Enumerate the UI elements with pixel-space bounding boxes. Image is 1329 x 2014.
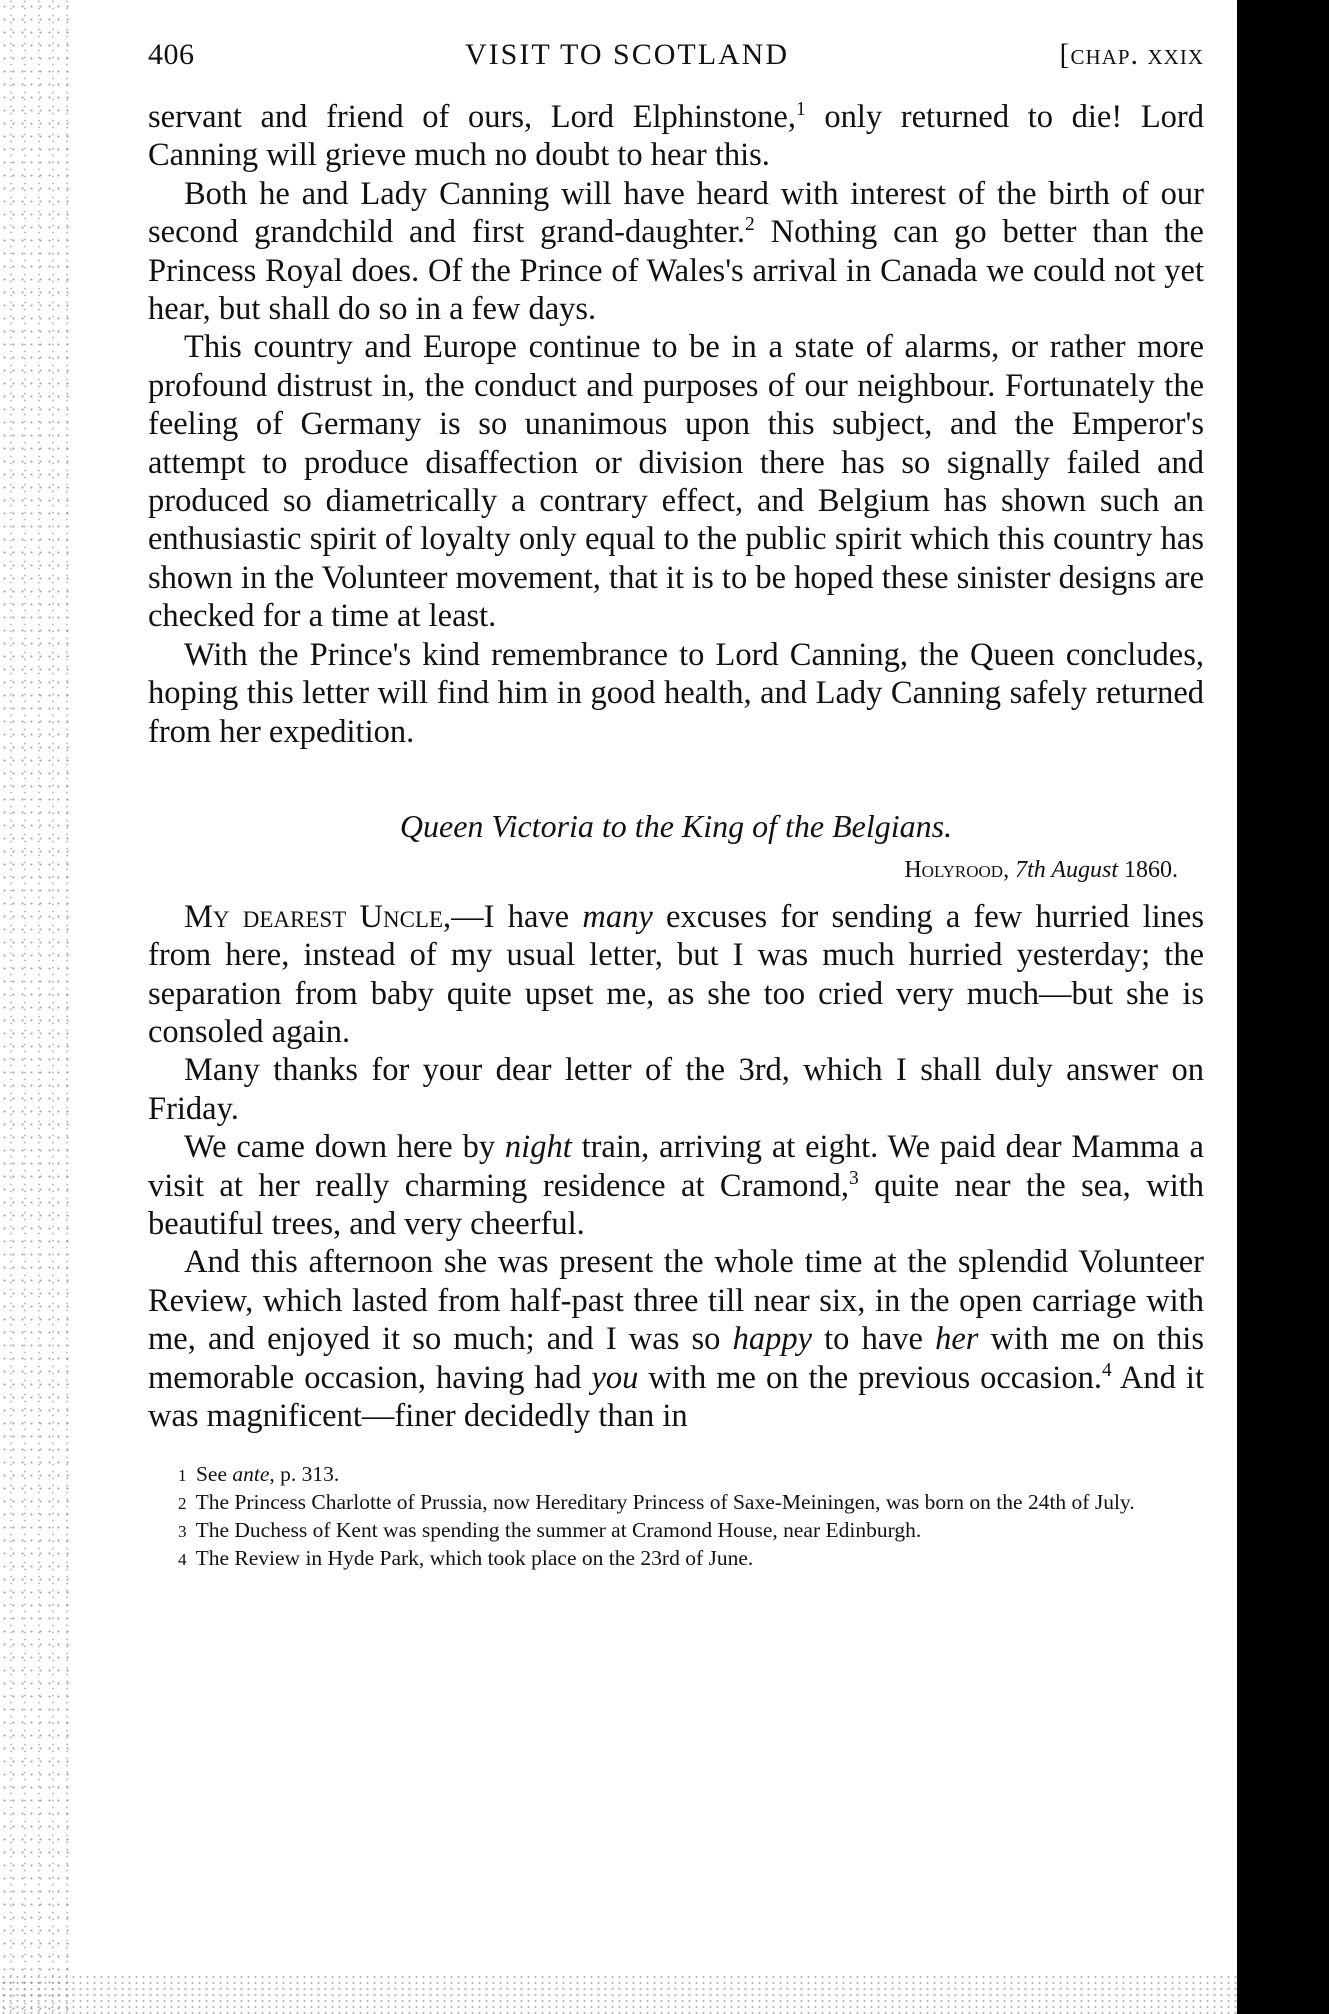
- salutation: My dearest Uncle,: [184, 898, 452, 935]
- page-number: 406: [148, 38, 195, 71]
- footnote-number: 4: [178, 1550, 187, 1570]
- paragraph: With the Prince's kind remembrance to Lord Canning, the Queen concludes, hoping this letter will find him in good health, and Lady Canning safely returned from her expedition.: [148, 636, 1204, 750]
- footnote-text: The Princess Charlotte of Prussia, now Hereditary Princess of Saxe-Meiningen, was born on the 24th of July.: [195, 1490, 1135, 1515]
- footnote-number: 2: [178, 1494, 187, 1514]
- body-text: [148, 98, 1204, 1435]
- text-run: with me on the previous occasion.: [638, 1359, 1102, 1396]
- emphasis: happy: [732, 1321, 812, 1358]
- footnote-number: 3: [178, 1522, 187, 1542]
- text-run: servant and friend of ours, Lord Elphinstone,: [148, 99, 796, 135]
- footnote-text: The Review in Hyde Park, which took place on the 23rd of June.: [195, 1546, 754, 1571]
- text-run: to have: [812, 1321, 936, 1358]
- footnote-text: The Duchess of Kent was spending the summer at Cramond House, near Edinburgh.: [195, 1518, 922, 1543]
- footnotes: [148, 1461, 1204, 1573]
- text-run: —I have: [451, 898, 583, 935]
- paragraph: This country and Europe continue to be in a state of alarms, or rather more profound distrust in, the conduct and purposes of our neighbour. Fortunately the feeling of Germany is so unanimous upon this subject, and the Emperor's attempt to produce disaffection or division there has so signally failed and produced so diametrically a contrary effect, and Belgium has shown such an enthusiastic spirit of loyalty only equal to the public spirit which this country has shown in the Volunteer movement, that it is to be hoped these sinister designs are checked for a time at least.: [148, 329, 1204, 635]
- text-run: And it was magnificent—finer decidedly than in: [148, 1359, 1204, 1434]
- emphasis: you: [591, 1359, 639, 1396]
- scan-binding-shadow: [1237, 0, 1329, 2014]
- text-run: train, arriving at eight. We paid dear Mamma a visit at her really charming residence at Cramond,: [148, 1129, 1204, 1204]
- paragraph: [148, 1243, 1204, 1435]
- scan-noise-left-margin: [0, 0, 70, 2014]
- footnote: [148, 1489, 1204, 1517]
- footnote: [148, 1545, 1204, 1573]
- footnote: [148, 1517, 1204, 1545]
- text-run: with me on this memorable occasion, having had: [148, 1321, 1204, 1396]
- text-run: And this afternoon she was present the whole time at the splendid Volunteer Review, which lasted from half-past three till near six, in the open carriage with me, and enjoyed it so much; and I was so: [148, 1244, 1204, 1358]
- chapter-label: [chap. xxix: [1059, 38, 1204, 71]
- running-title: VISIT TO SCOTLAND: [464, 38, 790, 71]
- text-run: Nothing can go better than the Princess Royal does. Of the Prince of Wales's arrival in Canada we could not yet hear, but shall do so in a few days.: [148, 214, 1204, 328]
- emphasis: her: [935, 1321, 979, 1358]
- footnote-ref[interactable]: 3: [849, 1167, 859, 1189]
- text-run: only returned to die! Lord Canning will grieve much no doubt to hear this.: [148, 99, 1204, 174]
- emphasis: many: [582, 898, 653, 935]
- footnote-ref[interactable]: 2: [745, 214, 755, 236]
- footnote-ref[interactable]: 4: [1101, 1359, 1112, 1381]
- text-run: We came down here by: [184, 1129, 505, 1166]
- footnote: [148, 1461, 1204, 1489]
- text-run: Both he and Lady Canning will have heard with interest of the birth of our second grandchild and first grand-daughter.: [148, 175, 1204, 251]
- paragraph: [148, 1128, 1204, 1243]
- paragraph: [148, 898, 1204, 1052]
- running-head: [148, 38, 1204, 98]
- emphasis: night: [504, 1129, 572, 1166]
- dateline-place: Holyrood,: [904, 857, 1010, 884]
- text-run: See: [195, 1462, 233, 1487]
- text-run: quite near the sea, with beautiful trees, and very cheerful.: [148, 1167, 1205, 1242]
- footnote-number: 1: [178, 1466, 187, 1486]
- letter-dateline: [148, 851, 1178, 889]
- emphasis: ante: [232, 1462, 270, 1487]
- text-run: , p. 313.: [269, 1462, 340, 1487]
- dateline-day: 7th August: [1015, 857, 1118, 884]
- scan-noise-bottom-margin: [0, 1974, 1237, 2014]
- paragraph: [148, 98, 1204, 175]
- dateline-year: 1860.: [1124, 857, 1178, 884]
- paragraph: [148, 175, 1204, 329]
- book-page: [148, 38, 1204, 1573]
- footnote-ref[interactable]: 1: [795, 99, 806, 121]
- letter-heading: Queen Victoria to the King of the Belgians.: [399, 807, 953, 844]
- text-run: excuses for sending a few hurried lines from here, instead of my usual letter, but I was much hurried yesterday; the separation from baby quite upset me, as she too cried very much—but she is consoled again.: [148, 898, 1204, 1050]
- paragraph: Many thanks for your dear letter of the 3rd, which I shall duly answer on Friday.: [148, 1052, 1204, 1127]
